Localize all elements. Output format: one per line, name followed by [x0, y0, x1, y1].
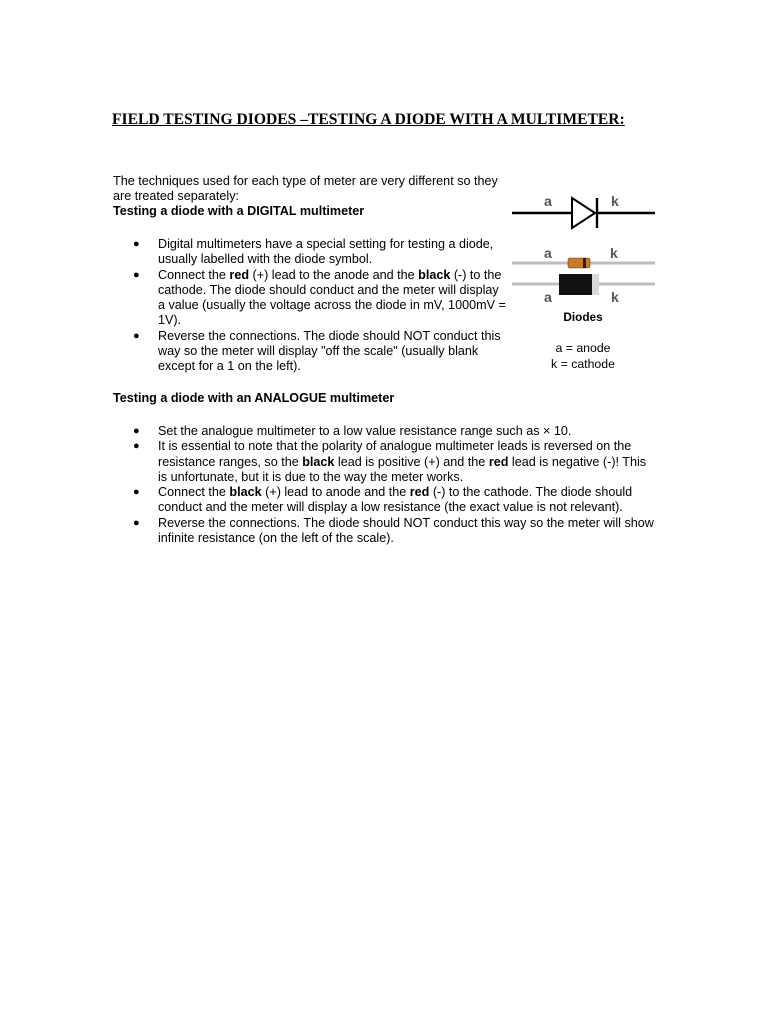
- list-item: [113, 424, 658, 439]
- bullet-icon: ●: [133, 440, 140, 453]
- bullet-icon: ●: [133, 238, 140, 250]
- legend-anode: a = anode: [555, 341, 611, 355]
- list-item: [113, 485, 658, 516]
- bullet-icon: ●: [133, 486, 140, 499]
- list-item-text: It is essential to note that the polarity of analogue multimeter leads is reversed on the resistance ranges, so the: [158, 439, 632, 469]
- small-diode-band: [583, 258, 586, 268]
- label-a-schematic: a: [544, 193, 552, 209]
- list-item-text: Set the analogue multimeter to a low value resistance range such as × 10.: [158, 424, 572, 438]
- label-k-schematic: k: [611, 193, 619, 209]
- document-title: FIELD TESTING DIODES –TESTING A DIODE WITH A MULTIMETER:: [112, 111, 625, 128]
- bullet-icon: ●: [133, 268, 140, 281]
- digital-section-heading: Testing a diode with a DIGITAL multimeter: [113, 204, 365, 218]
- emphasis-red: red: [409, 485, 430, 500]
- figure-caption: Diodes: [563, 310, 603, 324]
- bullet-icon: ●: [133, 425, 140, 437]
- analogue-steps-list: [113, 424, 658, 546]
- diode-triangle-icon: [572, 198, 595, 228]
- emphasis-red: red: [488, 454, 509, 469]
- legend-cathode: k = cathode: [551, 357, 615, 371]
- list-item-text: Connect the: [158, 485, 230, 500]
- list-item-text: Connect the: [158, 267, 230, 282]
- list-item-text: lead is negative (-)! This is unfortunate, but it is due to the way the meter works.: [158, 454, 647, 484]
- label-k-large: k: [611, 289, 619, 305]
- emphasis-black: black: [302, 454, 335, 469]
- list-item-text: Reverse the connections. The diode should NOT conduct this way so the meter will display "off the scale" (usually blank except for a 1 on the left).: [158, 328, 501, 374]
- intro-paragraph: The techniques used for each type of meter are very different so they are treated separately:: [113, 174, 498, 204]
- list-item-text: (-) to the cathode. The diode should conduct and the meter will display a value (usually the voltage across the diode in mV, 1000mV = 1V).: [158, 267, 506, 328]
- label-a-large: a: [544, 289, 552, 305]
- list-item-text: (+) lead to anode and the: [261, 485, 410, 500]
- list-item-text: (+) lead to the anode and the: [249, 267, 419, 282]
- digital-steps-list: [113, 237, 508, 375]
- emphasis-black: black: [418, 267, 451, 282]
- list-item: [113, 439, 658, 485]
- list-item: [113, 268, 508, 329]
- list-item-text: Reverse the connections. The diode should NOT conduct this way so the meter will show infinite resistance (on the left of the scale).: [158, 515, 654, 546]
- large-diode-band: [592, 274, 599, 295]
- label-a-small: a: [544, 245, 552, 261]
- emphasis-black: black: [229, 485, 262, 500]
- list-item: [113, 516, 658, 547]
- list-item-text: (-) to the cathode. The diode should conduct and the meter will display a low resistance (the exact value is not relevant).: [158, 485, 633, 515]
- bullet-icon: ●: [133, 516, 140, 529]
- bullet-icon: ●: [133, 329, 140, 342]
- list-item: [113, 329, 508, 375]
- emphasis-red: red: [229, 267, 250, 282]
- label-k-small: k: [610, 245, 618, 261]
- analogue-section-heading: Testing a diode with an ANALOGUE multimeter: [113, 391, 395, 405]
- list-item-text: lead is positive (+) and the: [334, 454, 489, 469]
- list-item-text: Digital multimeters have a special setting for testing a diode, usually labelled with the diode symbol.: [158, 237, 494, 267]
- small-diode-body: [568, 258, 590, 268]
- list-item: [113, 237, 508, 268]
- diode-illustration: [510, 186, 660, 306]
